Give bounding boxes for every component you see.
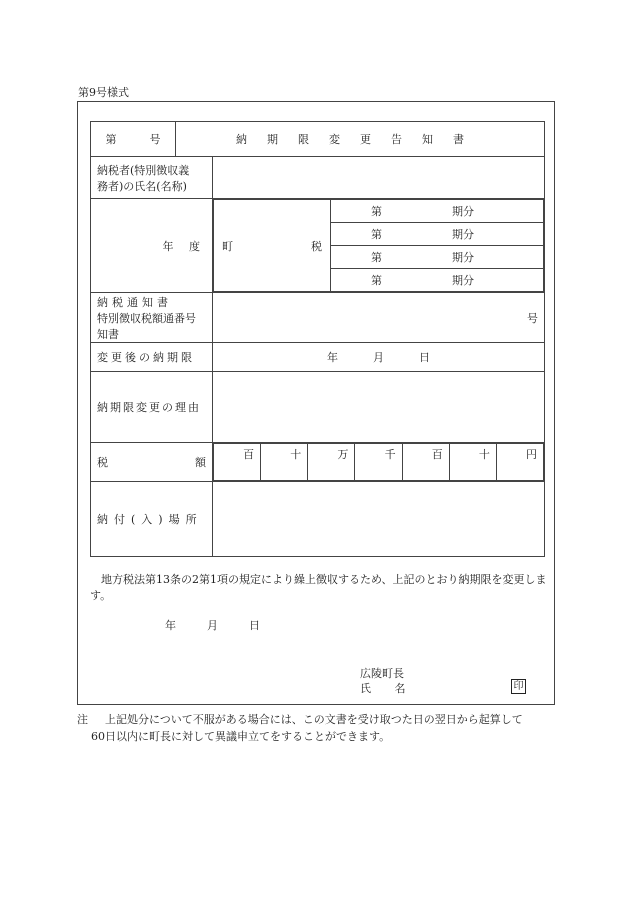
unit-hundred-million [214,444,261,481]
period-prefix: 第 [371,251,382,264]
statement-text: 地方税法第13条の2第1項の規定により繰上徴収するため、上記のとおり納期限を変更します。 [90,573,547,602]
place-label: 納付(入)場所 [97,513,203,526]
period-prefix: 第 [371,228,382,241]
reason-label: 納期限変更の理由 [97,401,201,414]
period-prefix: 第 [371,274,382,287]
document-title: 納期限変更告知書 [236,133,484,146]
issue-date-year: 年 [165,619,176,632]
taxpayer-label-1: 納税者(特別徴収義 [97,163,190,177]
new-deadline-label: 変更後の納期限 [97,351,195,364]
unit-yen [496,444,543,481]
notice-label-2: 特別徴収税額通番号 [97,311,196,325]
form-number-label: 第9号様式 [78,86,129,99]
date-month: 月 [373,351,384,364]
number-prefix: 第 [105,133,117,146]
period-suffix: 期分 [452,251,474,264]
tax-deadline-change-form [90,121,545,557]
notice-number-field[interactable] [213,293,545,343]
notice-label-3: 知書 [97,327,119,341]
issue-date-month: 月 [207,619,218,632]
period-row[interactable] [331,269,543,292]
taxpayer-label-2: 務者)の氏名(名称) [97,179,187,193]
reason-field[interactable] [213,372,545,443]
period-row[interactable] [331,246,543,269]
new-deadline-field[interactable] [213,343,545,372]
seal-mark [511,679,526,694]
reason-label-cell [91,372,213,443]
date-year: 年 [327,351,338,364]
note-text-1: 上記処分について不服がある場合には、この文書を受け取つた日の翌日から起算して [105,713,523,726]
number-cell [91,122,176,157]
period-suffix: 期分 [452,228,474,241]
title-cell [176,122,545,157]
place-label-cell [91,482,213,557]
period-row[interactable] [331,200,543,223]
tax-amount-label-right: 額 [195,456,206,469]
tax-amount-field[interactable] [213,443,545,482]
year-label: 年 度 [162,239,206,253]
unit-ten-thousand [308,444,355,481]
notice-label-cell [91,293,213,343]
note-line-2: 60日以内に町長に対して異議申立てをすることができます。 [91,730,391,743]
unit-hundred [402,444,449,481]
number-suffix: 号 [149,133,161,146]
unit-label: 十 [478,448,490,461]
seal-icon: 印 [511,679,526,694]
note-prefix: 注 [77,713,88,726]
tax-name-left: 町 [222,239,233,253]
new-deadline-label-cell [91,343,213,372]
tax-amount-label-left: 税 [97,456,108,469]
notice-label-1: 納税通知書 [97,295,172,309]
unit-label: 万 [337,448,349,461]
unit-thousand [355,444,402,481]
period-prefix: 第 [371,205,382,218]
unit-label: 円 [526,448,537,461]
unit-label: 百 [431,448,443,461]
tax-name-right: 税 [311,239,322,253]
unit-label: 百 [243,448,255,461]
taxpayer-label-cell [91,157,213,199]
tax-periods-cell [213,199,545,293]
note-line-1 [77,711,523,727]
period-suffix: 期分 [452,205,474,218]
period-row[interactable] [331,223,543,246]
notice-suffix: 号 [527,311,538,325]
period-suffix: 期分 [452,274,474,287]
unit-ten-million [261,444,308,481]
year-label-cell [91,199,213,293]
unit-label: 千 [384,448,396,461]
taxpayer-name-field[interactable] [213,157,545,199]
mayor-title: 広陵町長 [360,667,404,680]
tax-amount-label-cell [91,443,213,482]
issue-date[interactable] [165,617,260,633]
issue-date-day: 日 [249,619,260,632]
unit-ten [449,444,496,481]
tax-name-cell [214,200,331,292]
payment-place-field[interactable] [213,482,545,557]
unit-label: 十 [290,448,302,461]
date-day: 日 [419,351,430,364]
name-label: 氏 名 [360,682,416,695]
